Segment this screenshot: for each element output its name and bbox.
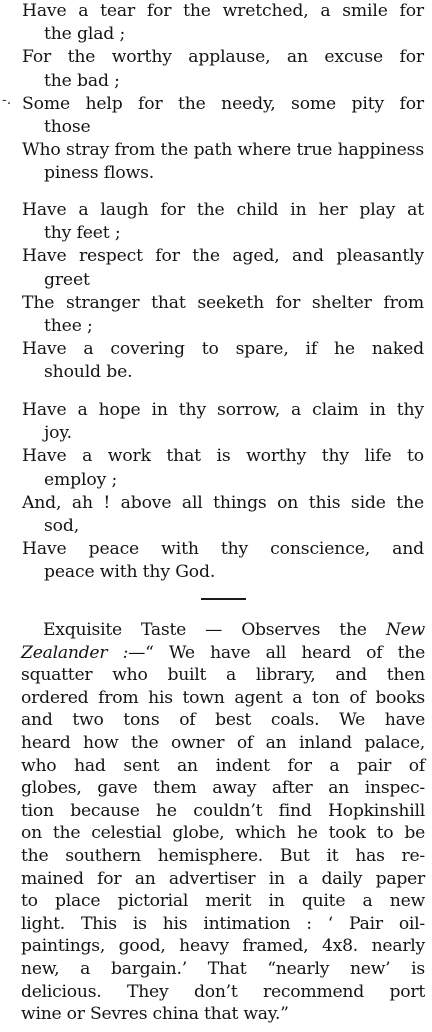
article-line: globes, gave them away after an inspec-: [21, 778, 425, 799]
article-line: paintings, good, heavy framed, 4x8. nearly: [21, 936, 425, 957]
article-line: light. This is his intimation : ‘ Pair oil-: [21, 913, 425, 934]
verse-continuation: sod,: [44, 516, 80, 537]
verse-line: Have a tear for the wretched, a smile for: [22, 1, 424, 21]
article-line: mained for an advertiser in a daily paper: [21, 868, 425, 889]
verse-continuation: those: [44, 117, 91, 138]
verse-line: Who stray from the path where true happiness: [22, 140, 424, 161]
article-line: [21, 642, 425, 665]
verse-continuation: the bad ;: [44, 70, 120, 91]
verse-line: Have a work that is worthy thy life to: [22, 446, 424, 467]
article-line: the southern hemisphere. But it has re-: [21, 845, 425, 866]
poem-stanza-2: [22, 199, 424, 385]
verse-continuation: the glad ;: [44, 24, 126, 45]
article-text: —“ We have all heard of the: [128, 642, 425, 663]
verse-continuation: thee ;: [44, 316, 93, 337]
article-line: heard how the owner of an inland palace,: [21, 732, 425, 753]
verse-line: Some help for the needy, some pity for: [22, 93, 424, 114]
verse-continuation: greet: [44, 269, 90, 290]
article-line: on the celestial globe, which he took to be: [21, 823, 425, 844]
verse-continuation: peace with thy God.: [44, 562, 216, 583]
article-line: and two tons of best coals. We have: [21, 710, 425, 731]
article-body: [21, 619, 425, 1026]
article-line: [21, 619, 425, 642]
article-line: wine or Sevres china that way.”: [21, 1004, 289, 1025]
verse-line: Have a covering to spare, if he naked: [22, 339, 424, 360]
newspaper-name-part: New: [385, 620, 426, 640]
article-line: tion because he couldn’t find Hopkinshill: [21, 800, 425, 821]
newspaper-name-part: Zealander :: [21, 642, 129, 663]
article-line: who had sent an indent for a pair of: [21, 755, 425, 776]
verse-continuation: employ ;: [44, 469, 118, 490]
verse-continuation: piness flows.: [44, 163, 155, 184]
article-line: ordered from his town agent a ton of books: [21, 687, 425, 708]
verse-line: The stranger that seeketh for shelter from: [22, 292, 424, 313]
verse-continuation: joy.: [44, 423, 72, 444]
verse-line: And, ah ! above all things on this side the: [22, 492, 424, 513]
article-lead-text: Exquisite Taste — Observes the: [43, 620, 367, 640]
article-line: to place pictorial merit in quite a new: [21, 891, 425, 912]
verse-line: Have respect for the aged, and pleasantly: [22, 246, 424, 267]
verse-continuation: should be.: [44, 362, 133, 383]
verse-continuation: thy feet ;: [44, 223, 121, 244]
article-line: new, a bargain.’ That “nearly new’ is: [21, 958, 425, 979]
verse-line: For the worthy applause, an excuse for: [22, 47, 424, 68]
verse-line: Have a laugh for the child in her play at: [22, 200, 424, 220]
verse-line: Have a hope in thy sorrow, a claim in thy: [22, 400, 424, 420]
poem-stanza-1: [22, 0, 424, 186]
verse-line: Have peace with thy conscience, and: [22, 539, 424, 560]
section-divider-rule: [201, 598, 246, 600]
article-line: delicious. They don’t recommend port: [21, 981, 425, 1002]
margin-mark: -.: [2, 92, 12, 108]
poem-stanza-3: [22, 399, 424, 585]
article-line: squatter who built a library, and then: [21, 665, 425, 686]
